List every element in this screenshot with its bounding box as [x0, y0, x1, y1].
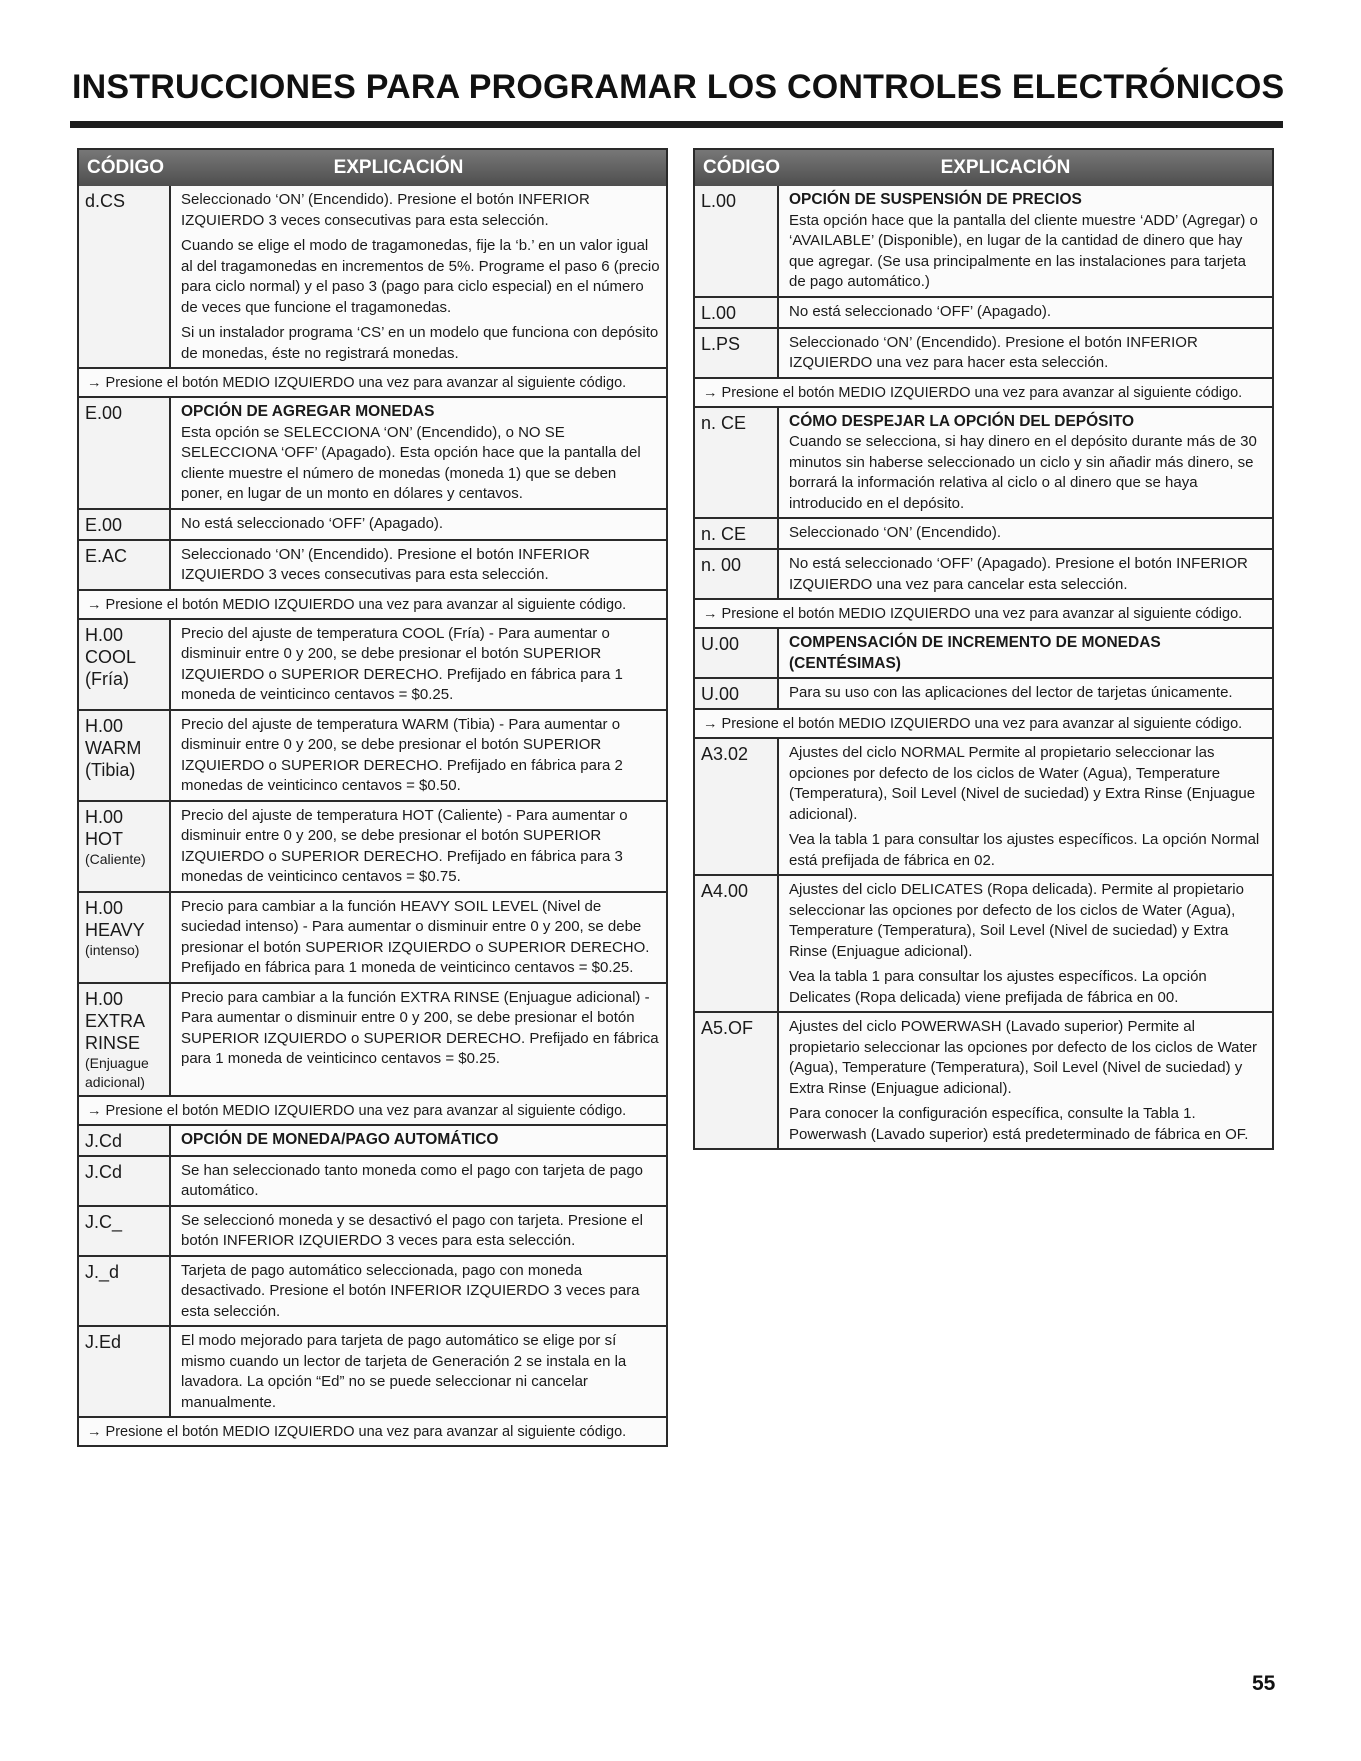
code-row [79, 709, 666, 800]
code-cell [695, 329, 779, 377]
code-sublabel: adicional) [85, 1073, 145, 1090]
code-row [79, 186, 666, 367]
explanation-text: Cuando se selecciona, si hay dinero en el depósito durante más de 30 minutos sin haberse seleccionado un ciclo y sin añadir más dinero, se borrará la información relativa al ciclo o al dinero que se haya introducido en el depósito. [789, 433, 1257, 512]
explanation-cell [171, 620, 666, 709]
explanation-cell [779, 629, 1272, 677]
code-label: A4.00 [701, 881, 749, 901]
code-row [79, 1255, 666, 1326]
code-cell [695, 298, 779, 327]
code-row [695, 517, 1272, 548]
code-row [79, 1155, 666, 1205]
explanation-text: Ajustes del ciclo POWERWASH (Lavado superior) Permite al propietario seleccionar las opciones por defecto de los ciclos de Water (Agua), Temperature (Temperatura), Soil Level (Nivel de suciedad) y Extra Rinse (Enjuague adicional). [789, 1018, 1258, 1097]
code-row [695, 296, 1272, 327]
explanation-cell [171, 1157, 666, 1205]
code-label: J.Cd [85, 1161, 123, 1182]
explanation-cell [779, 519, 1272, 548]
explanation-text: El modo mejorado para tarjeta de pago automático se elige por sí mismo cuando un lector de tarjeta de Generación 2 se instala en la lavadora. La opción “Ed” no se puede seleccionar ni cancelar manualmente. [181, 1332, 627, 1411]
explanation-cell [171, 1207, 666, 1255]
code-label: n. CE [701, 412, 747, 433]
code-cell [79, 1207, 171, 1255]
code-cell [695, 739, 779, 874]
header-explanation: EXPLICACIÓN [940, 157, 1071, 178]
code-cell [79, 1257, 171, 1326]
code-label: HEAVY [85, 919, 145, 940]
next-code-instruction: → Presione el botón MEDIO IZQUIERDO una vez para avanzar al siguiente código. [79, 589, 666, 618]
code-row [695, 874, 1272, 1011]
code-cell [79, 620, 171, 709]
code-cell [79, 984, 171, 1095]
code-label: U.00 [701, 684, 740, 704]
code-row [79, 396, 666, 508]
code-cell [79, 802, 171, 891]
next-code-instruction: → Presione el botón MEDIO IZQUIERDO una vez para avanzar al siguiente código. [79, 1416, 666, 1445]
explanation-cell [779, 550, 1272, 598]
code-label: (Tibia) [85, 759, 136, 780]
code-row [695, 677, 1272, 708]
explanation-cell [171, 186, 666, 367]
code-row [79, 539, 666, 589]
explanation-text: Esta opción hace que la pantalla del cliente muestre ‘ADD’ (Agregar) o ‘AVAILABLE’ (Disponible), en lugar de la cantidad de dinero que hay que agregar. (Se usa principalmente en las instalaciones para tarjeta de pago automático.) [789, 211, 1258, 290]
next-code-instruction: → Presione el botón MEDIO IZQUIERDO una vez para avanzar al siguiente código. [695, 708, 1272, 737]
code-label: n. 00 [701, 555, 742, 575]
right-code-table [693, 148, 1274, 1150]
section-heading: OPCIÓN DE MONEDA/PAGO AUTOMÁTICO [181, 1130, 499, 1148]
explanation-text: Precio para cambiar a la función HEAVY SOIL LEVEL (Nivel de suciedad intenso) - Para aumentar o disminuir entre 0 y 200, se debe presionar el botón SUPERIOR IZQUIERDO o SUPERIOR DERECHO. Prefijado en fábrica para 1 moneda de veinticinco centavos = $0.25. [181, 897, 650, 976]
code-row [695, 327, 1272, 377]
code-label: n. CE [701, 524, 747, 544]
code-cell [79, 541, 171, 589]
explanation-text: Para conocer la configuración específica, consulte la Tabla 1. Powerwash (Lavado superior) está predeterminado de fábrica en OF. [789, 1105, 1249, 1143]
next-code-instruction: → Presione el botón MEDIO IZQUIERDO una vez para avanzar al siguiente código. [695, 377, 1272, 406]
explanation-text: Si un instalador programa ‘CS’ en un modelo que funciona con depósito de monedas, éste no registrará monedas. [181, 324, 659, 362]
code-label: RINSE [85, 1032, 141, 1053]
code-row [79, 508, 666, 539]
code-row [79, 982, 666, 1095]
explanation-text: Ajustes del ciclo DELICATES (Ropa delicada). Permite al propietario seleccionar las opciones por defecto de los ciclos de Water (Agua), Temperature (Temperatura), Soil Level (Nivel de suciedad) y Extra Rinse (Enjuague adicional). [789, 881, 1244, 960]
explanation-cell [171, 802, 666, 891]
explanation-text: Ajustes del ciclo NORMAL Permite al propietario seleccionar las opciones por defecto de los ciclos de Water (Agua), Temperature (Temperatura), Soil Level (Nivel de suciedad) y Extra Rinse (Enjuague adicional). [789, 744, 1256, 823]
explanation-text: Para su uso con las aplicaciones del lector de tarjetas únicamente. [789, 684, 1233, 701]
explanation-text: No está seleccionado ‘OFF’ (Apagado). Presione el botón INFERIOR IZQUIERDO una vez para cancelar esta selección. [789, 555, 1248, 593]
code-label: A5.OF [701, 1018, 754, 1038]
explanation-cell [171, 1327, 666, 1416]
code-row [695, 1011, 1272, 1148]
table-rows [695, 186, 1272, 1148]
code-sublabel: (Enjuague [85, 1054, 149, 1071]
section-heading: OPCIÓN DE AGREGAR MONEDAS [181, 403, 435, 420]
code-label: H.00 [85, 897, 124, 918]
code-row [79, 1205, 666, 1255]
code-cell [79, 1327, 171, 1416]
explanation-text: Vea la tabla 1 para consultar los ajustes específicos. La opción Normal está prefijada de fábrica en 02. [789, 831, 1260, 869]
explanation-cell [779, 408, 1272, 518]
code-label: COOL [85, 646, 137, 667]
explanation-text: Se han seleccionado tanto moneda como el pago con tarjeta de pago automático. [181, 1161, 643, 1199]
code-cell [79, 510, 171, 539]
title-rule [70, 121, 1283, 128]
code-row [695, 548, 1272, 598]
explanation-text: Seleccionado ‘ON’ (Encendido). Presione el botón INFERIOR IZQUIERDO una vez para hacer esta selección. [789, 333, 1198, 371]
code-label: H.00 [85, 624, 124, 645]
explanation-text: Precio del ajuste de temperatura HOT (Caliente) - Para aumentar o disminuir entre 0 y 200, se debe presionar el botón SUPERIOR IZQUIERDO o SUPERIOR DERECHO. Prefijado en fábrica para 3 monedas de veinticinco centavos = $0.75. [181, 806, 628, 885]
section-heading: CÓMO DESPEJAR LA OPCIÓN DEL DEPÓSITO [789, 412, 1135, 430]
explanation-text: Precio del ajuste de temperatura WARM (Tibia) - Para aumentar o disminuir entre 0 y 200, se debe presionar el botón SUPERIOR IZQUIERDO o SUPERIOR DERECHO. Prefijado en fábrica para 2 monedas de veinticinco centavos = $0.50. [181, 715, 623, 794]
code-row [79, 800, 666, 891]
next-code-instruction: → Presione el botón MEDIO IZQUIERDO una vez para avanzar al siguiente código. [79, 1095, 666, 1124]
table-rows [79, 186, 666, 1445]
explanation-text: No está seleccionado ‘OFF’ (Apagado). [789, 302, 1052, 320]
code-cell [695, 186, 779, 296]
code-label: WARM [85, 737, 142, 758]
code-cell [695, 679, 779, 708]
code-label: d.CS [85, 191, 126, 211]
explanation-text: Esta opción se SELECCIONA ‘ON’ (Encendido), o NO SE SELECCIONA ‘OFF’ (Apagado). Esta opción hace que la pantalla del cliente muestre el número de monedas (moneda 1) que se deben poner, en lugar de un monto en dólares y centavos. [181, 423, 641, 502]
code-label: J.Ed [85, 1332, 122, 1352]
code-row [695, 186, 1272, 296]
code-row [695, 627, 1272, 677]
explanation-text: Cuando se elige el modo de tragamonedas, fije la ‘b.’ en un valor igual al del tragamonedas en incrementos de 5%. Programe el paso 6 (precio para ciclo normal) y el paso 3 (pago para ciclo especial) en el número de veces que funcione el tragamonedas. [181, 237, 660, 316]
table-header [79, 150, 666, 186]
code-cell [695, 876, 779, 1011]
code-label: (Fría) [85, 668, 129, 689]
explanation-text: Tarjeta de pago automático seleccionada, pago con moneda desactivado. Presione el botón INFERIOR IZQUIERDO 3 veces para esta selección. [181, 1261, 640, 1320]
explanation-text: Seleccionado ‘ON’ (Encendido). [789, 524, 1002, 541]
explanation-cell [171, 510, 666, 539]
page-number: 55 [1252, 1672, 1276, 1695]
explanation-cell [171, 711, 666, 800]
explanation-cell [171, 893, 666, 982]
page-title: INSTRUCCIONES PARA PROGRAMAR LOS CONTROLES ELECTRÓNICOS [72, 68, 1285, 106]
explanation-cell [171, 1126, 666, 1155]
code-label: E.00 [85, 403, 123, 423]
code-label: H.00 [85, 806, 124, 827]
code-label: J.Cd [85, 1130, 123, 1151]
code-row [79, 891, 666, 982]
code-label: E.AC [85, 545, 128, 566]
code-label: J.C_ [85, 1211, 123, 1232]
code-label: J._d [85, 1261, 120, 1282]
code-label: L.PS [701, 333, 741, 354]
code-cell [695, 1013, 779, 1148]
explanation-cell [171, 984, 666, 1095]
explanation-cell [171, 541, 666, 589]
next-code-instruction: → Presione el botón MEDIO IZQUIERDO una vez para avanzar al siguiente código. [79, 367, 666, 396]
code-cell [695, 629, 779, 677]
header-explanation: EXPLICACIÓN [333, 157, 464, 178]
next-code-instruction: → Presione el botón MEDIO IZQUIERDO una vez para avanzar al siguiente código. [695, 598, 1272, 627]
code-row [695, 737, 1272, 874]
explanation-cell [171, 1257, 666, 1326]
code-label: A3.02 [701, 744, 749, 764]
explanation-text: Precio del ajuste de temperatura COOL (Fría) - Para aumentar o disminuir entre 0 y 200, se debe presionar el botón SUPERIOR IZQUIERDO o SUPERIOR DERECHO. Prefijado en fábrica para 1 moneda de veinticinco centavos = $0.25. [181, 624, 623, 703]
section-heading: OPCIÓN DE SUSPENSIÓN DE PRECIOS [789, 191, 1082, 208]
code-sublabel: (Caliente) [85, 850, 146, 867]
section-heading: COMPENSACIÓN DE INCREMENTO DE MONEDAS (CENTÉSIMAS) [789, 634, 1161, 672]
code-sublabel: (intenso) [85, 941, 140, 958]
explanation-cell [779, 876, 1272, 1011]
code-cell [79, 711, 171, 800]
table-header [695, 150, 1272, 186]
code-cell [79, 1157, 171, 1205]
code-row [695, 406, 1272, 518]
explanation-text: Se seleccionó moneda y se desactivó el pago con tarjeta. Presione el botón INFERIOR IZQUIERDO 3 veces para esta selección. [181, 1211, 643, 1249]
code-label: H.00 [85, 715, 124, 736]
code-cell [79, 186, 171, 367]
code-cell [695, 408, 779, 518]
explanation-cell [779, 329, 1272, 377]
code-row [79, 618, 666, 709]
left-code-table [77, 148, 668, 1447]
code-label: L.00 [701, 302, 737, 323]
explanation-cell [171, 398, 666, 508]
code-cell [79, 398, 171, 508]
explanation-text: Seleccionado ‘ON’ (Encendido). Presione el botón INFERIOR IZQUIERDO 3 veces consecutivas para esta selección. [181, 545, 590, 583]
code-row [79, 1325, 666, 1416]
code-label: L.00 [701, 191, 737, 211]
code-cell [695, 519, 779, 548]
code-cell [79, 1126, 171, 1155]
explanation-cell [779, 739, 1272, 874]
explanation-text: Precio para cambiar a la función EXTRA RINSE (Enjuague adicional) - Para aumentar o disminuir entre 0 y 200, se debe presionar el botón SUPERIOR IZQUIERDO o SUPERIOR DERECHO. Prefijado en fábrica para 1 moneda de veinticinco centavos = $0.25. [181, 988, 659, 1067]
code-cell [79, 893, 171, 982]
header-code: CÓDIGO [703, 157, 781, 178]
code-row [79, 1124, 666, 1155]
explanation-text: Vea la tabla 1 para consultar los ajustes específicos. La opción Delicates (Ropa delicada) viene prefijada de fábrica en 00. [789, 968, 1207, 1006]
explanation-cell [779, 679, 1272, 708]
explanation-cell [779, 1013, 1272, 1148]
code-label: EXTRA [85, 1010, 146, 1031]
code-label: HOT [85, 828, 123, 849]
code-label: H.00 [85, 988, 124, 1009]
explanation-text: Seleccionado ‘ON’ (Encendido). Presione el botón INFERIOR IZQUIERDO 3 veces consecutivas para esta selección. [181, 191, 590, 229]
code-label: U.00 [701, 634, 740, 654]
code-cell [695, 550, 779, 598]
header-code: CÓDIGO [87, 157, 165, 178]
explanation-cell [779, 298, 1272, 327]
explanation-cell [779, 186, 1272, 296]
explanation-text: No está seleccionado ‘OFF’ (Apagado). [181, 514, 444, 532]
code-label: E.00 [85, 514, 123, 535]
